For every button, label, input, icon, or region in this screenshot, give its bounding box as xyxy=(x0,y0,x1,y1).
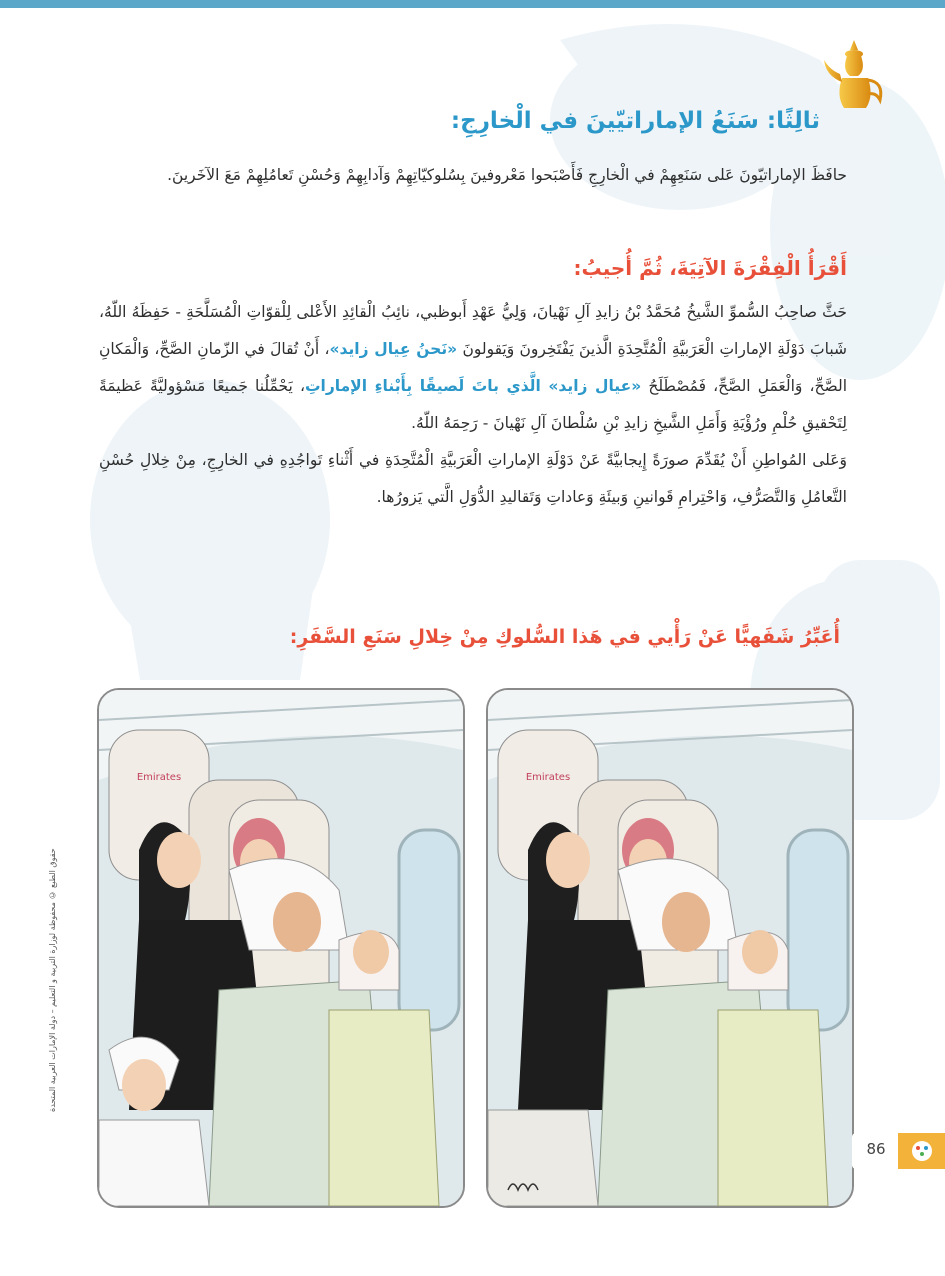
intro-paragraph: حافَظَ الإماراتيّونَ عَلى سَنَعِهِمْ في الْخارِجِ فَأَصْبَحوا مَعْروفينَ بِسُلوكيّاتِهِمْ وَآدابِهِمْ وَحُسْنِ تَعامُلِهِمْ مَعَ الآخَرينَ. xyxy=(167,166,847,184)
airplane-cabin-scene-right xyxy=(488,690,852,1206)
passage-second-paragraph: وَعَلى المُواطِنِ أَنْ يُقَدِّمَ صورَةً إِيجابيَّةً عَنْ دَوْلَةِ الإماراتِ الْعَرَبيَّةِ الْمُتَّحِدَةِ في أَثْناءِ تَواجُدِهِ في الخارِجِ، مِنْ خِلالِ حُسْنِ التَّعامُلِ وَالتَّصَرُّفِ، وَاحْتِرامِ قَوانينِ وَبيئَةِ وَعاداتِ وَتَقاليدِ الدُّوَلِ الَّتي يَزورُها. xyxy=(99,451,847,506)
copyright-vertical-caption: حقوق الطبع © محفوظة لوزارة التربية و التعليم – دولة الإمارات العربية المتحدة xyxy=(48,848,57,1112)
dallah-coffee-pot-icon xyxy=(820,36,890,116)
seat-brand-label: Emirates xyxy=(136,772,182,783)
seat-brand-label: Emirates xyxy=(525,772,571,783)
passage-part-3: ، يَحْمِّلُنا جَميعًا مَسْؤوليَّةً عَظيمَةً لِتَحْقيقِ حُلْمِ ورُؤْيَةِ وَأَمَلِ الشَّيخِ زايدِ بْنِ سُلْطانَ آلِ نَهْيانَ - رَحِمَهُ اللّهُ. xyxy=(99,377,847,432)
reading-passage xyxy=(99,294,847,516)
passage-part-1: حَثَّ صاحِبُ السُّموِّ الشَّيخُ مُحَمَّدُ بْنُ زايدِ آلِ نَهْيانَ، وَلِيُّ عَهْدِ أَبوظبي، نائِبُ الْقائِدِ الأَعْلى لِلْقوّاتِ الْمُسَلَّحَةِ - حَفِظَهُ اللّهُ، شَبابَ دَوْلَةِ الإماراتِ الْعَرَبيَّةِ الْمُتَّحِدَةِ الَّذينَ يَفْتَخِرونَ وَيَقولونَ xyxy=(99,303,847,358)
section-title: ثالِثًا: سَنَعُ الإماراتيّينَ في الْخارِجِ: xyxy=(450,108,820,134)
quote-nahnu-eyal-zayed: «نَحنُ عِيال زايد» xyxy=(329,340,458,358)
passage-part-2: ، أَنْ تُقالَ في الزّمانِ الصَّحِّ، وَالْمَكانِ الصَّحِّ، وَالْعَمَلِ الصَّحِّ، فَمُصْطَلَحُ xyxy=(99,340,848,395)
reading-instruction: أَقْرَأُ الْفِقْرَةَ الآتِيَةَ، ثُمَّ أُجيبُ: xyxy=(573,256,847,280)
illustration-panel-right xyxy=(486,688,854,1208)
airplane-cabin-scene-left xyxy=(99,690,463,1206)
page-number: 86 xyxy=(866,1140,886,1158)
quote-eyal-zayed-term: «عيال زايد» الَّذي باتَ لَصيقًا بِأَبْناءِ الإماراتِ xyxy=(304,377,642,395)
oral-task-prompt: أُعَبِّرُ شَفَهيًّا عَنْ رَأْيي في هَذا السُّلوكِ مِنْ خِلالِ سَنَعِ السَّفَرِ: xyxy=(289,626,840,648)
illustration-panel-left xyxy=(97,688,465,1208)
